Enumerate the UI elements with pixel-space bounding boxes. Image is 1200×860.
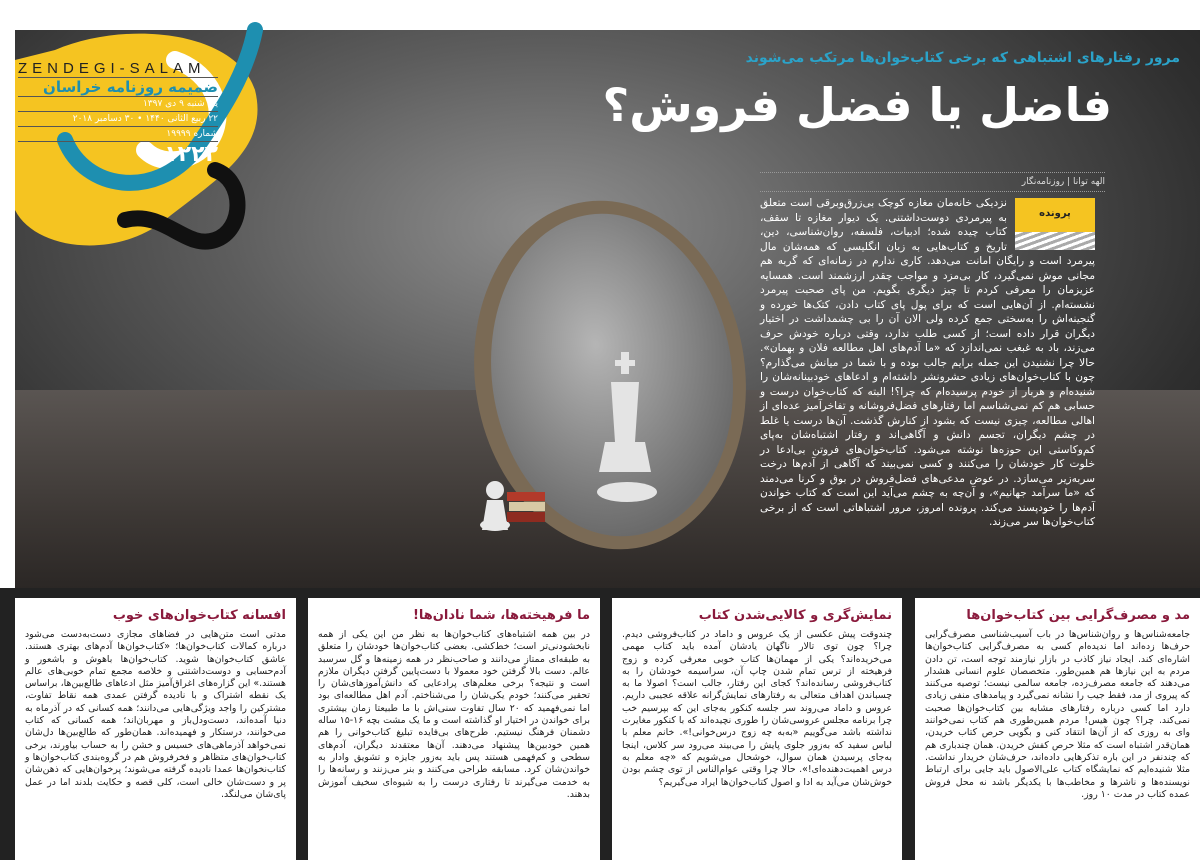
column-body: در بین همه اشتباه‌های کتاب‌خوان‌ها به نظر من این یکی از همه نابخشودنی‌تر است؛ خط‌کشی. بعضی کتاب‌خوان‌ها خودشان را متعلق به طبقه‌ای ممتاز می‌دانند و صاحب‌نظر در همه زمینه‌ها و گل سرسبد عالم. دست بالا گرفتن خود معمولا با دست‌پایین گرفتن دیگران ملازم است و نتیجه؟ برخی معلم‌های پرادعایی که دانش‌آموزهای‌شان را تحقیر می‌کنند؛ خودم یکی‌شان را می‌شناختم. آدم اهل مطالعه‌ای بود اما نمی‌فهمید که ۲۰ سال تفاوت سنی‌اش با ما طبیعتا زمان بیشتری برای خواندن در اختیار او گذاشته است و ما یک مشت بچه ۱۶-۱۵ ساله دشمنان فرهنگ نیستیم. طرح‌های بی‌فایده تبلیغ کتاب‌خوانی را هم همین خودبین‌ها پیشنهاد می‌دهند. آن‌ها معتقدند دیگران، آدم‌های سطحی و کم‌فهمی هستند پس باید به‌زور جایزه و تشویق وادار به خواندن‌شان کرد. مسابقه طراحی می‌کنند و بنر می‌زنند و رسانه‌ها را به خدمت می‌گیرند تا رفتاری درست را به شیوه‌ای سخیف آموزش بدهند. xyxy=(318,629,590,800)
badge-label: پرونده xyxy=(1039,208,1071,219)
chess-pawn-icon xyxy=(480,481,510,531)
columns-section xyxy=(0,588,1200,860)
lead-article: نزدیکی خانه‌مان مغازه کوچک بی‌زرق‌وبرقی است متعلق به پیرمردی دوست‌داشتنی. یک دیوار مغازه تا سقف، کتاب چیده شده؛ ادبیات، فلسفه، روان‌شناسی، دین، تاریخ و کتاب‌هایی به زبان انگلیسی که همه‌شان مال پیرمرد است و رایگان امانت می‌دهد. کاری ندارم در زمانه‌ای که گربه هم مجانی موش نمی‌گیرد، کار بی‌مزد و مواجب چقدر ارزشمند است. همسایه عزیزمان را معرفی کردم تا چیز دیگری بگویم. من پای صحبت پیرمرد نشسته‌ام. از آن‌هایی است که برای پول پای کتاب دادن، کتک‌ها خورده و گنجینه‌اش را به‌سختی جمع کرده ولی الان آن را بی چشمداشت در اختیار دیگران قرار داده است؛ از کسی طلب ندارد، وقتی درباره خودش حرف می‌زند، باد به غبغب نمی‌اندازد که «ما آدم‌های اهل مطالعه فلان و بهمان». حالا چرا نشنیدن این جمله برایم جالب بوده و با شما در میانش می‌گذارم؟ چون با کتاب‌خوان‌های زیادی حشرونشر داشته‌ام و ادعاهای خودبینانه‌شان را شنیده‌ام و هربار از خودم پرسیده‌ام که چرا؟! البته که کتاب‌خوان درست و حسابی هم کم نمی‌شناسم اما رفتارهای فضل‌فروشانه و تفاخرآمیز عده‌ای از اهالی مطالعه، چیزی نیست که بشود از کنارش گذشت. آن‌ها درست یا غلط در چشم دیگران، تجسم دانش و آگاهی‌اند و رفتار اشتباه‌شان به‌پای کم‌وکاستی این حوزه‌ها نوشته می‌شود. کتاب‌خوان‌های فروتن بی‌ادعا در خلوت کار خودشان را می‌کنند و کسی نمی‌بیند که آگاهی از آدم‌ها درخت سربه‌زیر می‌سازد. در عوض مدعی‌های فضل‌فروش در بوق و کرنا می‌دمند که «ما سرآمد جهانیم»، و آن‌چه به چشم می‌آید این است که کتاب خواندن آدم‌ها را خودپسند می‌کند. پرونده امروز، مرور اشتباهاتی است که از برخی کتاب‌خوان‌ها سر می‌زند. xyxy=(760,197,1095,528)
badge-stripes xyxy=(1015,232,1095,250)
date-persian: یک شنبه ۹ دی ۱۳۹۷ xyxy=(18,97,218,112)
masthead-supplement: ضمیمه روزنامه خراسان xyxy=(18,78,218,97)
kicker: مرور رفتارهای اشتباهی که برخی کتاب‌خوان‌ها مرتکب می‌شوند xyxy=(745,50,1180,66)
column-title: ما فرهیخته‌ها، شما نادان‌ها! xyxy=(412,608,590,623)
column-elitism xyxy=(308,598,600,860)
page-title: فاضل یا فضل فروش؟ xyxy=(602,78,1112,132)
masthead-name-en: ZENDEGI-SALAM xyxy=(18,60,218,78)
column-showing-off xyxy=(612,598,902,860)
column-good-readers-myth xyxy=(15,598,296,860)
column-body: جامعه‌شناس‌ها و روان‌شناس‌ها در باب آسیب‌شناسی مصرف‌گرایی حرف‌ها زده‌اند اما ندیده‌ام کسی به مصرف‌گرایی کتاب‌خوان‌ها اشاره‌ای کند. ایجاد نیاز کاذب در بازار نیازمند توجه است، تن دادن مردم به این نیازها هم همین‌طور. متخصصان علوم انسانی هشدار می‌دهند که جامعه مصرف‌زده، جامعه سالمی نیست؛ توصیه می‌کنند که پیروی از مد، فقط جیب را نشانه نمی‌گیرد و پیامدهای منفی زیادی دارد اما کسی درباره رفتارهای مشابه بین کتاب‌خوان‌ها صحبت نمی‌کند. چرا؟ چون هیس! مردم همین‌طوری هم کتاب نمی‌خوانند وای به روزی که از آن‌ها انتقاد کنی و بگویی حرص کتاب خریدن، همان‌قدر اشتباه است که مثلا حرص کفش خریدن. همان چندباری هم که چندنفر در این باره تذکرهایی داده‌اند، حرف‌شان خریدار نداشت. مثلا شنیده‌ایم که نمایشگاه کتاب علی‌الاصول باید جایی برای ارتباط نویسنده‌ها و ناشرها و مخاطب‌ها با یکدیگر باشد نه محل فروش عمده کتاب در مدت ۱۰ روز. xyxy=(925,629,1190,800)
section-badge xyxy=(1015,198,1095,250)
column-consumerism xyxy=(915,598,1200,860)
small-books-icon xyxy=(507,492,545,522)
masthead xyxy=(18,60,218,167)
supplement-number: ۱۲۲۲ xyxy=(164,142,218,167)
issue-number: شماره ۱۹۹۹۹ xyxy=(18,127,218,142)
lead-article-block xyxy=(760,196,1095,530)
byline: الهه توانا | روزنامه‌نگار xyxy=(760,172,1105,192)
column-title: مد و مصرف‌گرایی بین کتاب‌خوان‌ها xyxy=(966,608,1190,623)
column-title: نمایش‌گری و کالایی‌شدن کتاب xyxy=(698,608,892,623)
column-body: مدتی است متن‌هایی در فضاهای مجازی دست‌به‌دست می‌شود درباره کمالات کتاب‌خوان‌ها؛ «کتاب‌خوان‌ها آدم‌های بهتری هستند. عاشق کتاب‌خوان‌ها شوید. کتاب‌خوان‌ها باهوش و باشعور و آدم‌حسابی و دوست‌داشتنی و خلاصه مجمع تمام خوبی‌های عالم هستند.» این گزاره‌های اغراق‌آمیز مثل ادعاهای طالع‌بین‌ها، براساس یک نقطه اشتراک و با نادیده گرفتن عمدی همه نقاط تفاوت، مشترکین را واجد ویژگی‌هایی می‌دانند؛ همه کسانی که در آذرماه به دنیا آمده‌اند، دست‌ودل‌باز و مهربان‌اند؛ همه کسانی که کتاب می‌خوانند، درستکار و فهمیده‌اند. همان‌طور که طالع‌بین‌ها دل‌شان نمی‌خواهد آذرماهی‌های خسیس و خشن را به حساب بیاورند، برخی کتاب‌خوان‌های متظاهر و فخرفروش هم در گروه‌بندی کتاب‌خوان‌ها و کتاب‌نخوان‌ها عمدا نادیده گرفته می‌شوند؛ پرخوان‌هایی که ذهن‌شان پر و دست‌شان خالی است، کلی قصه و حکایت بلدند اما در عمل پای‌شان می‌لنگد. xyxy=(25,629,286,800)
column-body: چندوقت پیش عکسی از یک عروس و داماد در کتاب‌فروشی دیدم. چرا؟ چون توی تالار ناگهان یادشان آمده باید کتاب مهمی می‌خریده‌اند؟ یکی از مهمان‌ها کتاب خوبی معرفی کرده و زوج فرهیخته از ترس تمام شدن چاپ آن، سراسیمه خودشان را به کتاب‌فروشی رسانده‌اند؟ کجای این رفتار، جالب است؟ اصولا ما به چسباندن اهداف متعالی به رفتارهای نمایش‌گرانه علاقه عجیبی داریم. عروس و داماد می‌روند سر جلسه کنکور به‌جای این که بپرسیم خب چرا برنامه مجلس عروسی‌شان را طوری نچیده‌اند که با کنکور مغایرت نداشته باشد می‌گوییم «به‌به چه زوج درس‌خوانی!». خانم معلم با لباس سفید که به‌زور جلوی پایش را می‌بیند می‌رود سر کلاس، اینجا به‌جای پرسیدن همان سوال، خوشحال می‌شویم که «چه معلم به درس اهمیت‌دهنده‌ای!». حالا چرا وقتی عوام‌الناس از توی چشم بودن خوش‌شان می‌آید به ادا و اصول کتاب‌خوان‌ها ایراد می‌گیریم؟ xyxy=(622,629,892,788)
date-hijri-gregorian: ۲۲ ربیع الثانی ۱۴۴۰ • ۳۰ دسامبر ۲۰۱۸ xyxy=(18,112,218,127)
column-title: افسانه کتاب‌خوان‌های خوب xyxy=(112,608,286,623)
